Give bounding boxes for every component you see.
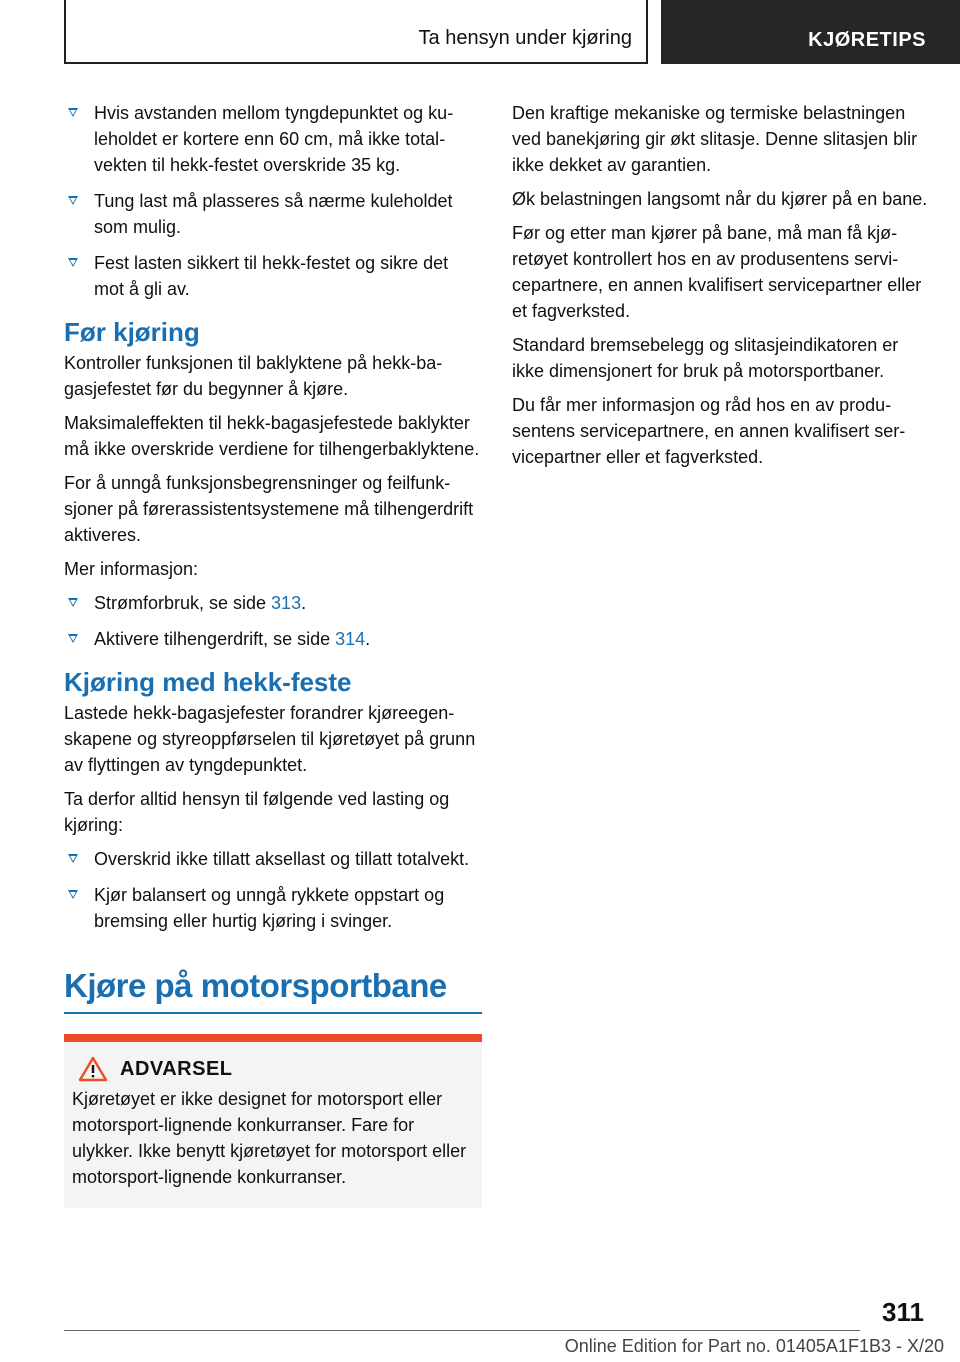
paragraph: Du får mer informasjon og råd hos en av produsentens servicepartnere, en annen kvalifisert servicepartner eller et fagverksted. [512,395,906,467]
header-section-box [64,0,648,64]
list-item: Hvis avstanden mellom tyngdepunktet og kuleholdet er kortere enn 60 cm, må ikke totalvekten til hekk-festet overskride 35 kg. [64,100,482,178]
list-item: Overskrid ikke tillatt aksellast og tillatt totalvekt. [64,846,482,872]
paragraph: Standard bremsebelegg og slitasjeindikatoren er ikke dimensjonert for bruk på motorsportbaner. [512,335,899,381]
paragraph: Den kraftige mekaniske og termiske belastningen ved banekjøring gir økt slitasje. Denne slitasjen blir ikke dekket av garantien. [512,103,918,175]
heading-rule [64,1012,482,1014]
heading-before-driving: Før kjøring [64,317,200,347]
page-link-313[interactable]: 313 [271,593,302,613]
paragraph: Ta derfor alltid hensyn til følgende ved lasting og kjøring: [64,789,450,835]
carrier-bullet-list [64,846,482,934]
intro-bullet-list [64,100,482,302]
warning-triangle-icon [78,1056,108,1082]
edition-text: Online Edition for Part no. 01405A1F1B3 - X/20 [564,1336,944,1356]
list-item: Fest lasten sikkert til hekk-festet og sikre det mot å gli av. [64,250,482,302]
left-column [64,100,482,1208]
heading-track-driving: Kjøre på motorsportbane [64,967,447,1004]
warning-header [72,1056,468,1082]
paragraph: Før og etter man kjører på bane, må man få kjøretøyet kontrollert hos en av produsentens servicepartnere, en annen kvalifisert servicepartner eller et fagverksted. [512,223,922,321]
list-item: Strømforbruk, se side 313. [64,590,482,616]
bullet-triangle-icon [68,258,78,267]
bullet-triangle-icon [68,196,78,205]
bullet-triangle-icon [68,854,78,863]
bullet-triangle-icon [68,634,78,643]
bullet-triangle-icon [68,108,78,117]
page-number: 311 [882,1297,924,1327]
paragraph: Lastede hekk-bagasjefester forandrer kjøreegenskapene og styreoppførselen til kjøretøyet på grunn av flyttingen av tyngdepunktet. [64,703,476,775]
paragraph: Mer informasjon: [64,559,199,579]
reference-list [64,590,482,652]
paragraph: For å unngå funksjonsbegrensninger og feilfunksjoner på førerassistentsystemene må tilhengerdrift aktiveres. [64,473,474,545]
footer-rule [64,1330,860,1331]
paragraph: Øk belastningen langsomt når du kjører på en bane. [512,189,928,209]
warning-box [64,1034,482,1208]
page-link-314[interactable]: 314 [335,629,366,649]
list-item: Aktivere tilhengerdrift, se side 314. [64,626,482,652]
paragraph: Kontroller funksjonen til baklyktene på hekk-bagasjefestet før du begynner å kjøre. [64,353,443,399]
warning-text: Kjøretøyet er ikke designet for motorsport eller motorsport-lignende konkurranser. Fare for ulykker. Ikke benytt kjøretøyet for motorsport eller motorsport-lignende konkurranser. [72,1089,467,1187]
warning-title: ADVARSEL [120,1057,233,1080]
right-column [512,100,930,478]
header-chapter-box [661,0,960,64]
bullet-triangle-icon [68,598,78,607]
bullet-triangle-icon [68,890,78,899]
list-item: Kjør balansert og unngå rykkete oppstart og bremsing eller hurtig kjøring i svinger. [64,882,482,934]
paragraph: Maksimaleffekten til hekk-bagasjefestede baklykter må ikke overskride verdiene for tilhengerbaklyktene. [64,413,480,459]
list-item: Tung last må plasseres så nærme kuleholdet som mulig. [64,188,482,240]
heading-driving-with-carrier: Kjøring med hekk-feste [64,667,352,697]
chapter-title: KJØRETIPS [808,29,926,51]
section-title: Ta hensyn under kjøring [418,27,632,49]
